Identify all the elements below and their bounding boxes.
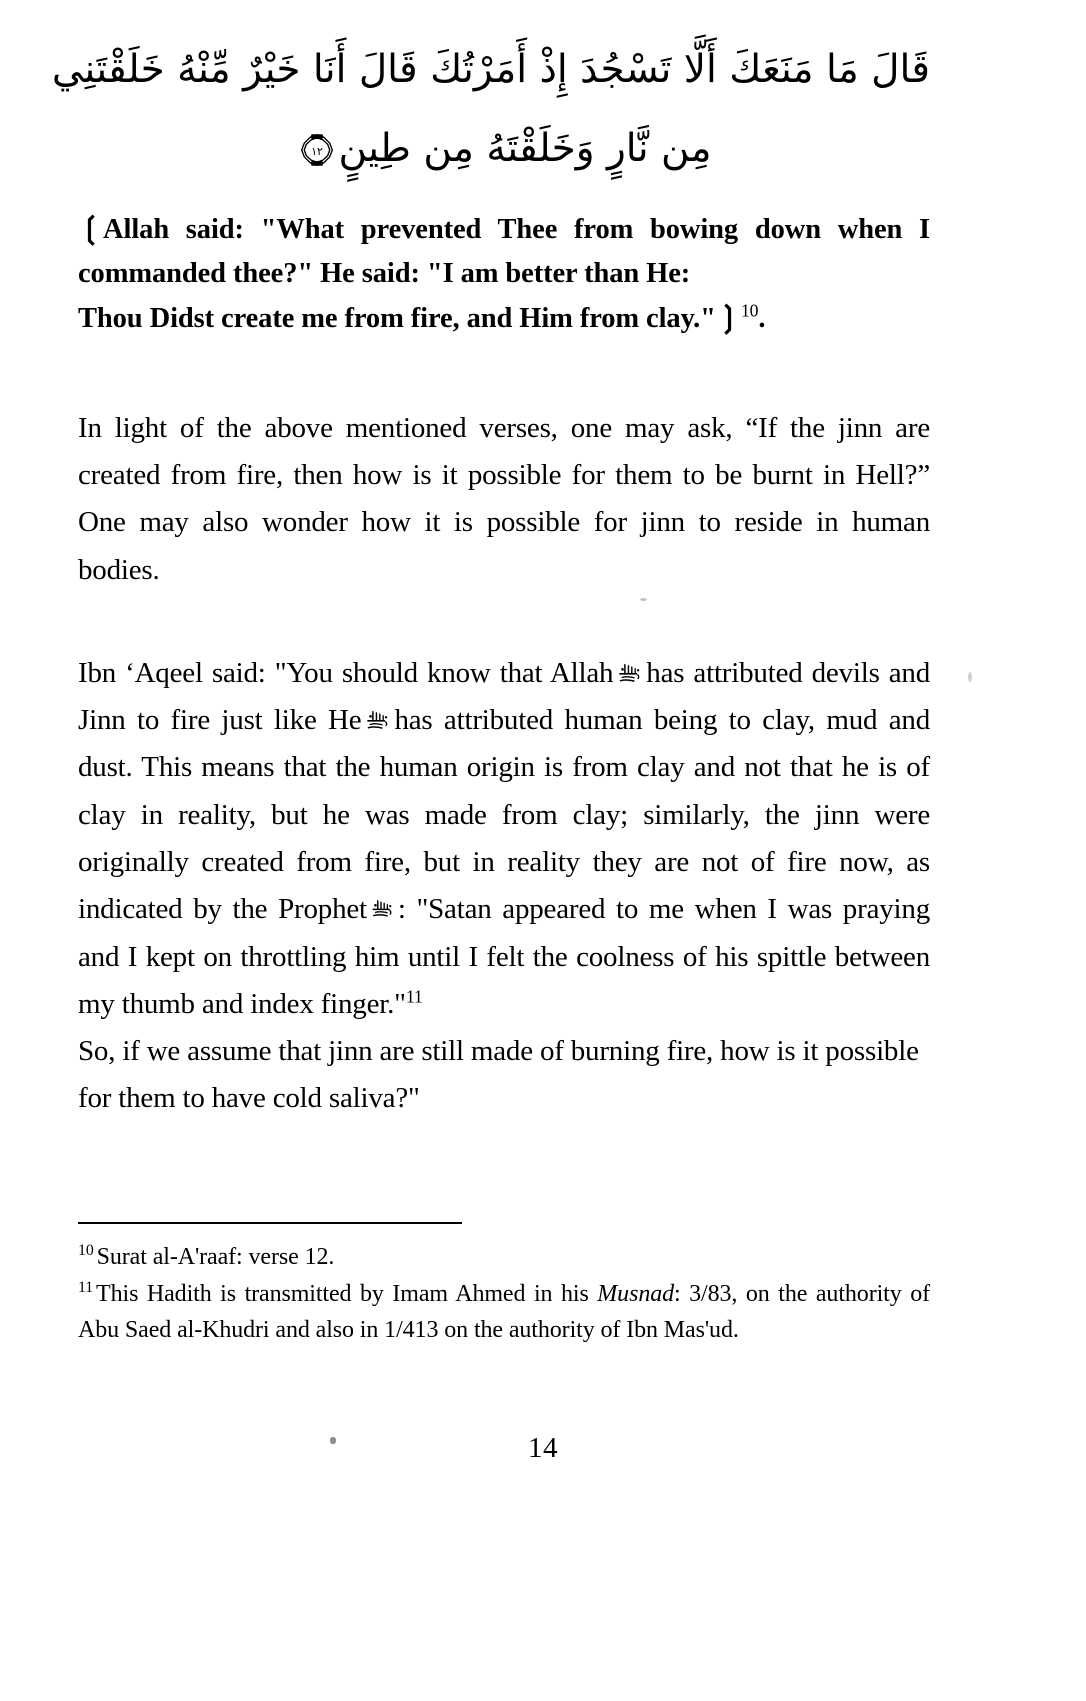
quran-verse-block xyxy=(51,0,930,180)
translation-line-2: when I commanded thee?" He said: "I am better than He: xyxy=(78,214,930,289)
ibn-aqeel-segment-1: Ibn ‘Aqeel said: "You should know that Allah xyxy=(78,656,614,689)
ornate-open-bracket-icon: ❲ xyxy=(78,212,104,246)
allah-honorific-icon xyxy=(364,708,391,733)
ibn-aqeel-segment-5: his spittle between my thumb and index finger." xyxy=(78,940,931,1020)
translation-line-1: Allah said: "What prevented Thee from bowing down xyxy=(103,214,821,246)
translation-trailing-period: . xyxy=(758,303,766,335)
ayah-number: ١٢ xyxy=(311,145,324,159)
scan-speck xyxy=(968,672,972,682)
footnote-text-10: Surat al-A'raaf: verse 12. xyxy=(96,1244,335,1270)
ibn-aqeel-segment-4: : "Satan appeared to me when I was praying and I kept on throttling him until I felt the coolness of xyxy=(78,893,930,973)
ornate-close-bracket-icon: ❳ xyxy=(715,301,741,335)
quran-verse-line-1: قَالَ مَا مَنَعَكَ أَلَّا تَسْجُدَ إِذْ أَمَرْتُكَ قَالَ أَنَا خَيْرٌ مِّنْهُ خَلَقْتَنِي xyxy=(51,47,930,92)
quran-verse-line-2 xyxy=(78,117,930,180)
ibn-aqeel-segment-2: has attributed devils and Jinn to fire just like He xyxy=(78,656,930,737)
paragraph-question-text: In light of the above mentioned verses, one may ask, “If the jinn are created from fire, then how is it possible for them to be burnt in Hell?” One may also wonder how it is possible for jinn to reside in human bodies. xyxy=(78,411,930,586)
quran-verse-line-2-text: مِن نَّارٍ وَخَلَقْتَهُ مِن طِينٍ xyxy=(338,126,712,172)
translation-line-3: Thou Didst create me from fire, and Him from clay." xyxy=(78,303,716,335)
footnote-item-10 xyxy=(78,1240,930,1275)
translation-last-line-wrap xyxy=(78,295,930,341)
footnote-marker-10: 10 xyxy=(78,1242,94,1259)
page-content xyxy=(51,0,931,1152)
footnote-ref-10[interactable]: 10 xyxy=(740,300,759,321)
footnote-item-11 xyxy=(78,1277,930,1348)
footnote-marker-11: 11 xyxy=(78,1279,94,1297)
allah-honorific-icon xyxy=(616,661,643,686)
ayah-end-marker-icon xyxy=(300,133,334,167)
footnote-text-11-before: This Hadith is transmitted by Imam Ahmed in his xyxy=(96,1281,598,1308)
ibn-aqeel-segment-3: has attributed human being to clay, mud and dust. This means that the human origin is from clay and not that he is of clay in reality, but he was made from clay; similarly, the jinn were originally created from fire, but in reality they are not of fire now, as indicated by the Prophet xyxy=(78,704,930,926)
page-number: 14 xyxy=(528,1432,558,1464)
verse-translation xyxy=(78,206,930,341)
footnote-italic-title: Musnad xyxy=(597,1281,675,1308)
footnote-list xyxy=(78,1240,930,1348)
paragraph-question xyxy=(78,405,930,594)
prophet-honorific-icon xyxy=(370,898,395,921)
footnote-separator xyxy=(78,1222,462,1224)
paragraph-ibn-aqeel xyxy=(78,650,930,1123)
footnote-text-11-after: : 3/83, on the authority of Abu Saed al-Khudri and also in 1/413 on the authority of Ibn Mas'ud. xyxy=(78,1281,930,1343)
footnote-ref-11[interactable]: 11 xyxy=(405,986,423,1007)
ibn-aqeel-segment-6: So, if we assume that jinn are still made of burning fire, how is it possible for them to have cold saliva?" xyxy=(78,1035,919,1115)
